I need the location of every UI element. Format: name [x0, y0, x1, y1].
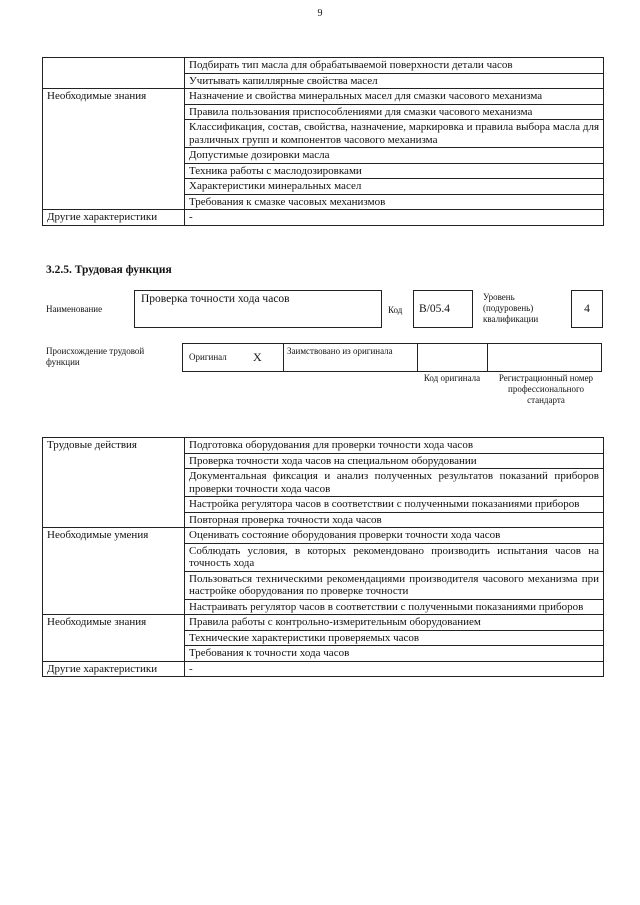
category-cell: Необходимые умения [43, 528, 185, 615]
item-cell: Назначение и свойства минеральных масел для смазки часового механизма [185, 89, 604, 105]
item-cell: Подготовка оборудования для проверки точности хода часов [185, 438, 604, 454]
table-row [43, 89, 604, 105]
table-row [43, 438, 604, 454]
item-cell: Подбирать тип масла для обрабатываемой поверхности детали часов [185, 58, 604, 74]
origin-grid [182, 343, 602, 372]
item-cell: Техника работы с маслодозировками [185, 163, 604, 179]
item-cell: - [185, 210, 604, 226]
reg-number-label: Регистрационный номер профессионального стандарта [498, 373, 594, 405]
category-cell: Другие характеристики [43, 210, 185, 226]
bottom-function-table [42, 437, 604, 677]
item-cell: Классификация, состав, свойства, назначение, маркировка и правила выбора масла для различных групп и компонентов часового механизма [185, 120, 604, 148]
section-title: 3.2.5. Трудовая функция [46, 264, 172, 276]
page-number: 9 [317, 8, 323, 19]
item-cell: Правила работы с контрольно-измерительным оборудованием [185, 615, 604, 631]
item-cell: Оценивать состояние оборудования проверки точности хода часов [185, 528, 604, 544]
item-cell: Настройка регулятора часов в соответствии с полученными показаниями приборов [185, 497, 604, 513]
item-cell: - [185, 661, 604, 677]
item-cell: Технические характеристики проверяемых часов [185, 630, 604, 646]
name-value: Проверка точности хода часов [141, 293, 290, 305]
item-cell: Проверка точности хода часов на специальном оборудовании [185, 453, 604, 469]
item-cell: Учитывать капиллярные свойства масел [185, 73, 604, 89]
code-original-label: Код оригинала [423, 373, 481, 383]
table-row [43, 210, 604, 226]
item-cell: Пользоваться техническими рекомендациями производителя часового механизма при настройке оборудования по проверке точности [185, 571, 604, 599]
origin-label: Происхождение трудовой функции [46, 346, 145, 367]
item-cell: Настраивать регулятор часов в соответствии с полученными показаниями приборов [185, 599, 604, 615]
item-cell: Повторная проверка точности хода часов [185, 512, 604, 528]
level-label: Уровень (подуровень) квалификации [483, 292, 539, 324]
category-cell [43, 58, 185, 89]
name-box [134, 290, 382, 328]
category-cell: Другие характеристики [43, 661, 185, 677]
category-cell: Необходимые знания [43, 615, 185, 662]
code-box [413, 290, 473, 328]
level-box [571, 290, 603, 328]
category-cell: Трудовые действия [43, 438, 185, 528]
item-cell: Допустимые дозировки масла [185, 148, 604, 164]
top-function-table [42, 57, 604, 226]
table-row [43, 528, 604, 544]
item-cell: Требования к смазке часовых механизмов [185, 194, 604, 210]
level-value: 4 [584, 303, 590, 315]
code-value: B/05.4 [419, 303, 450, 315]
item-cell: Характеристики минеральных масел [185, 179, 604, 195]
item-cell: Правила пользования приспособлениями для смазки часового механизма [185, 104, 604, 120]
category-cell: Необходимые знания [43, 89, 185, 210]
table-row [43, 661, 604, 677]
item-cell: Требования к точности хода часов [185, 646, 604, 662]
code-label: Код [388, 305, 403, 315]
name-label: Наименование [46, 304, 103, 314]
table-row [43, 615, 604, 631]
original-label: Оригинал [189, 352, 227, 362]
table-row [43, 58, 604, 74]
original-mark: X [253, 350, 262, 364]
borrowed-label: Заимствовано из оригинала [287, 346, 393, 356]
item-cell: Документальная фиксация и анализ полученных результатов показаний приборов проверки точности хода часов [185, 469, 604, 497]
item-cell: Соблюдать условия, в которых рекомендовано производить испытания часов на точность хода [185, 543, 604, 571]
